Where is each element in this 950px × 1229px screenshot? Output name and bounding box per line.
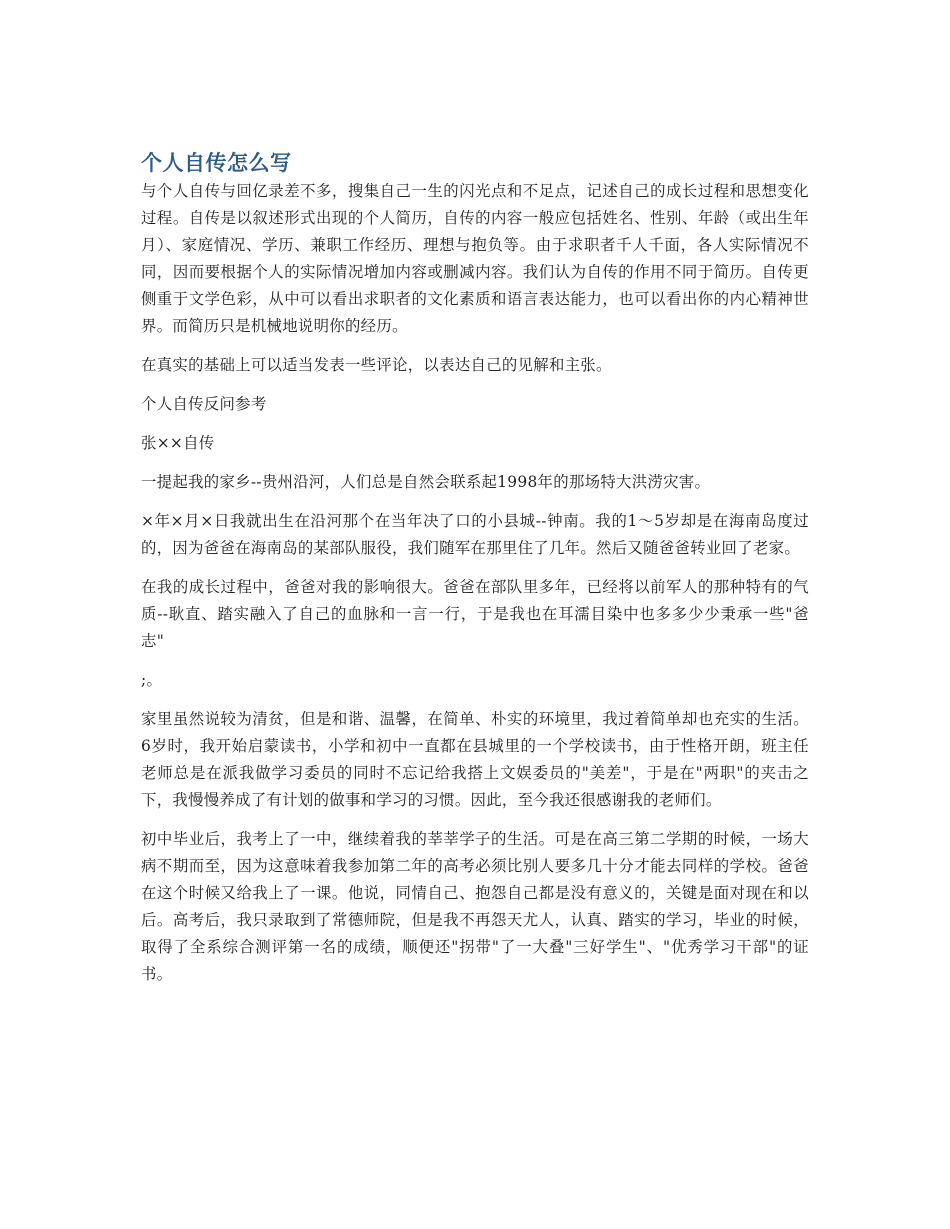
paragraph-comment-note: 在真实的基础上可以适当发表一些评论，以表达自己的见解和主张。: [141, 356, 612, 374]
paragraph-childhood: 家里虽然说较为清贫，但是和谐、温馨，在简单、朴实的环境里，我过着简单却也充实的生活。6岁时，我开始启蒙读书，小学和初中一直都在县城里的一个学校读书，由于性格开朗，班主任老师总是在派我做学习委员的同时不忘记给我搭上文娱委员的"美差"，于是在"两职"的夹击之下，我慢慢养成了有计划的做事和学习的习惯。因此，至今我还很感谢我的老师们。: [141, 710, 809, 809]
paragraph-father-influence: 在我的成长过程中，爸爸对我的影响很大。爸爸在部队里多年，已经将以前军人的那种特有的气质--耿直、踏实融入了自己的血脉和一言一行，于是我也在耳濡目染中也多多少少秉承一些"爸志": [141, 578, 809, 650]
paragraph-autobiography-title: 张××自传: [141, 434, 215, 452]
document-page: [141, 148, 809, 1000]
paragraph-high-school: 初中毕业后，我考上了一中，继续着我的莘莘学子的生活。可是在高三第二学期的时候，一场大病不期而至，因为这意味着我参加第二年的高考必须比别人要多几十分才能去同样的学校。爸爸在这个时候又给我上了一课。他说，同情自己、抱怨自己都是没有意义的，关键是面对现在和以后。高考后，我只录取到了常德师院，但是我不再怨天尤人，认真、踏实的学习，毕业的时候，取得了全系综合测评第一名的成绩，顺便还"拐带"了一大叠"三好学生"、"优秀学习干部"的证书。: [141, 830, 809, 983]
paragraph-intro: 与个人自传与回亿录差不多，搜集自己一生的闪光点和不足点，记述自己的成长过程和思想变化过程。自传是以叙述形式出现的个人简历，自传的内容一般应包括姓名、性别、年龄（或出生年月）、家庭情况、学历、兼职工作经历、理想与抱负等。由于求职者千人千面，各人实际情况不同，因而要根据个人的实际情况增加内容或删减内容。我们认为自传的作用不同于简历。自传更侧重于文学色彩，从中可以看出求职者的文化素质和语言表达能力，也可以看出你的内心精神世界。而简历只是机械地说明你的经历。: [141, 182, 809, 335]
document-title: 个人自传怎么写: [141, 151, 292, 175]
paragraph-birth: ×年×月×日我就出生在沿河那个在当年决了口的小县城--钟南。我的1～5岁却是在海南岛度过的，因为爸爸在海南岛的某部队服役，我们随军在那里住了几年。然后又随爸爸转业回了老家。: [141, 512, 809, 557]
paragraph-hometown: 一提起我的家乡--贵州沿河，人们总是自然会联系起1998年的那场特大洪涝灾害。: [141, 473, 711, 491]
paragraph-fragment: ;。: [141, 671, 163, 689]
paragraph-subheading: 个人自传反问参考: [141, 395, 267, 413]
